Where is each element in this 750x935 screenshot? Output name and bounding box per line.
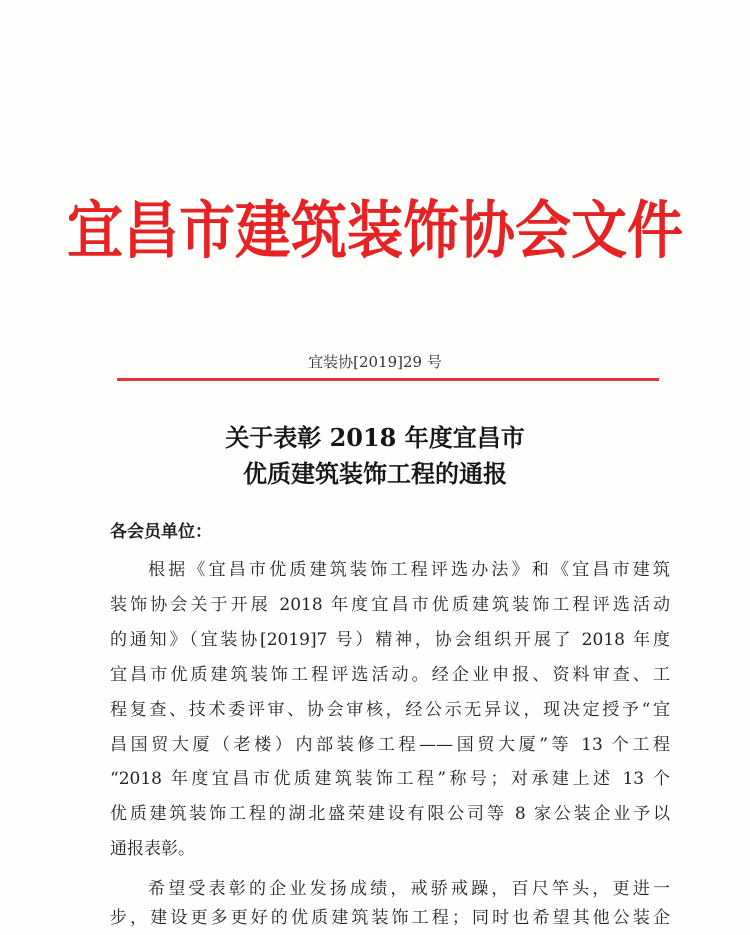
- salutation: 各会员单位：: [110, 522, 212, 542]
- body-line-2: 装饰协会关于开展 2018 年度宜昌市优质建筑装饰工程评选活动: [110, 595, 670, 615]
- body-line-7: “2018 年度宜昌市优质建筑装饰工程”称号；对承建上述 13 个: [110, 769, 670, 789]
- body-line-8: 优质建筑装饰工程的湖北盛荣建设有限公司等 8 家公装企业予以: [110, 804, 670, 824]
- body-line-5: 程复查、技术委评审、协会审核，经公示无异议，现决定授予“宜: [110, 700, 670, 720]
- notice-title-line-2: 优质建筑装饰工程的通报: [243, 459, 507, 488]
- masthead-title: 宜昌市建筑装饰协会文件: [67, 193, 683, 268]
- notice-title-line-1: 关于表彰 2018 年度宜昌市: [225, 423, 525, 452]
- body-line-10: 希望受表彰的企业发扬成绩，戒骄戒躁，百尺竿头，更进一: [148, 879, 670, 899]
- body-line-11: 步，建设更多更好的优质建筑装饰工程；同时也希望其他公装企: [110, 908, 670, 928]
- body-line-3: 的通知》（宜装协[2019]7 号）精神，协会组织开展了 2018 年度: [110, 630, 670, 650]
- body-line-4: 宜昌市优质建筑装饰工程评选活动。经企业申报、资料审查、工: [110, 665, 670, 685]
- body-line-9: 通报表彰。: [110, 839, 195, 859]
- body-line-1: 根据《宜昌市优质建筑装饰工程评选办法》和《宜昌市建筑: [148, 560, 670, 580]
- document-number: 宜装协[2019]29 号: [308, 353, 442, 371]
- body-line-6: 昌国贸大厦（老楼）内部装修工程——国贸大厦”等 13 个工程: [110, 735, 670, 755]
- red-divider-line: [117, 378, 659, 381]
